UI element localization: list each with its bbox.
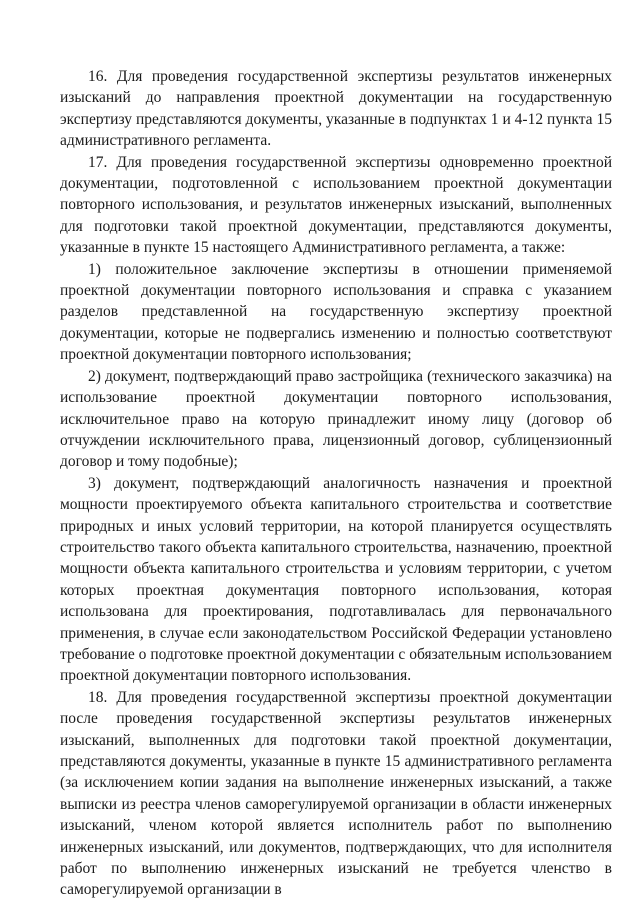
paragraph-17-item-1: 1) положительное заключение экспертизы в отношении применяемой проектной документации повторного использования и справка с указанием разделов представленной на государственную экспертизу проектной документации, которые не подвергались изменению и полностью соответствуют проектной документации повторного использования; xyxy=(60,260,612,364)
paragraph-16: 16. Для проведения государственной экспертизы результатов инженерных изысканий до направления проектной документации на государственную экспертизу представляются документы, указанные в подпунктах 1 и 4-12 пункта 15 административного регламента. xyxy=(60,68,612,150)
document-page xyxy=(60,66,612,901)
paragraph-17: 17. Для проведения государственной экспертизы одновременно проектной документации, подготовленной с использованием проектной документации повторного использования, и результатов инженерных изысканий, выполненных для подготовки такой проектной документации, представляются документы, указанные в пункте 15 настоящего Административного регламента, а также: xyxy=(60,153,612,257)
paragraph-17-item-3: 3) документ, подтверждающий аналогичность назначения и проектной мощности проектируемого объекта капитального строительства и соответствие природных и иных условий территории, на которой планируется осуществлять строительство такого объекта капитального строительства, назначению, проектной мощности объекта капитального строительства и условиям территории, с учетом которых проектная документация повторного использования, которая использована для проектирования, подготавливалась для первоначального применения, в случае если законодательством Российской Федерации установлено требование о подготовке проектной документации с обязательным использованием проектной документации повторного использования. xyxy=(60,474,612,685)
paragraph-17-item-2: 2) документ, подтверждающий право застройщика (технического заказчика) на использование проектной документации повторного использования, исключительное право на которую принадлежит иному лицу (договор об отчуждении исключительного права, лицензионный договор, сублицензионный договор и тому подобные); xyxy=(60,367,612,471)
paragraph-18: 18. Для проведения государственной экспертизы проектной документации после проведения государственной экспертизы результатов инженерных изысканий, выполненных для подготовки такой проектной документации, представляются документы, указанные в пункте 15 административного регламента (за исключением копии задания на выполнение инженерных изысканий, а также выписки из реестра членов саморегулируемой организации в области инженерных изысканий, членом которой является исполнитель работ по выполнению инженерных изысканий, или документов, подтверждающих, что для исполнителя работ по выполнению инженерных изысканий не требуется членство в саморегулируемой организации в xyxy=(60,688,612,899)
